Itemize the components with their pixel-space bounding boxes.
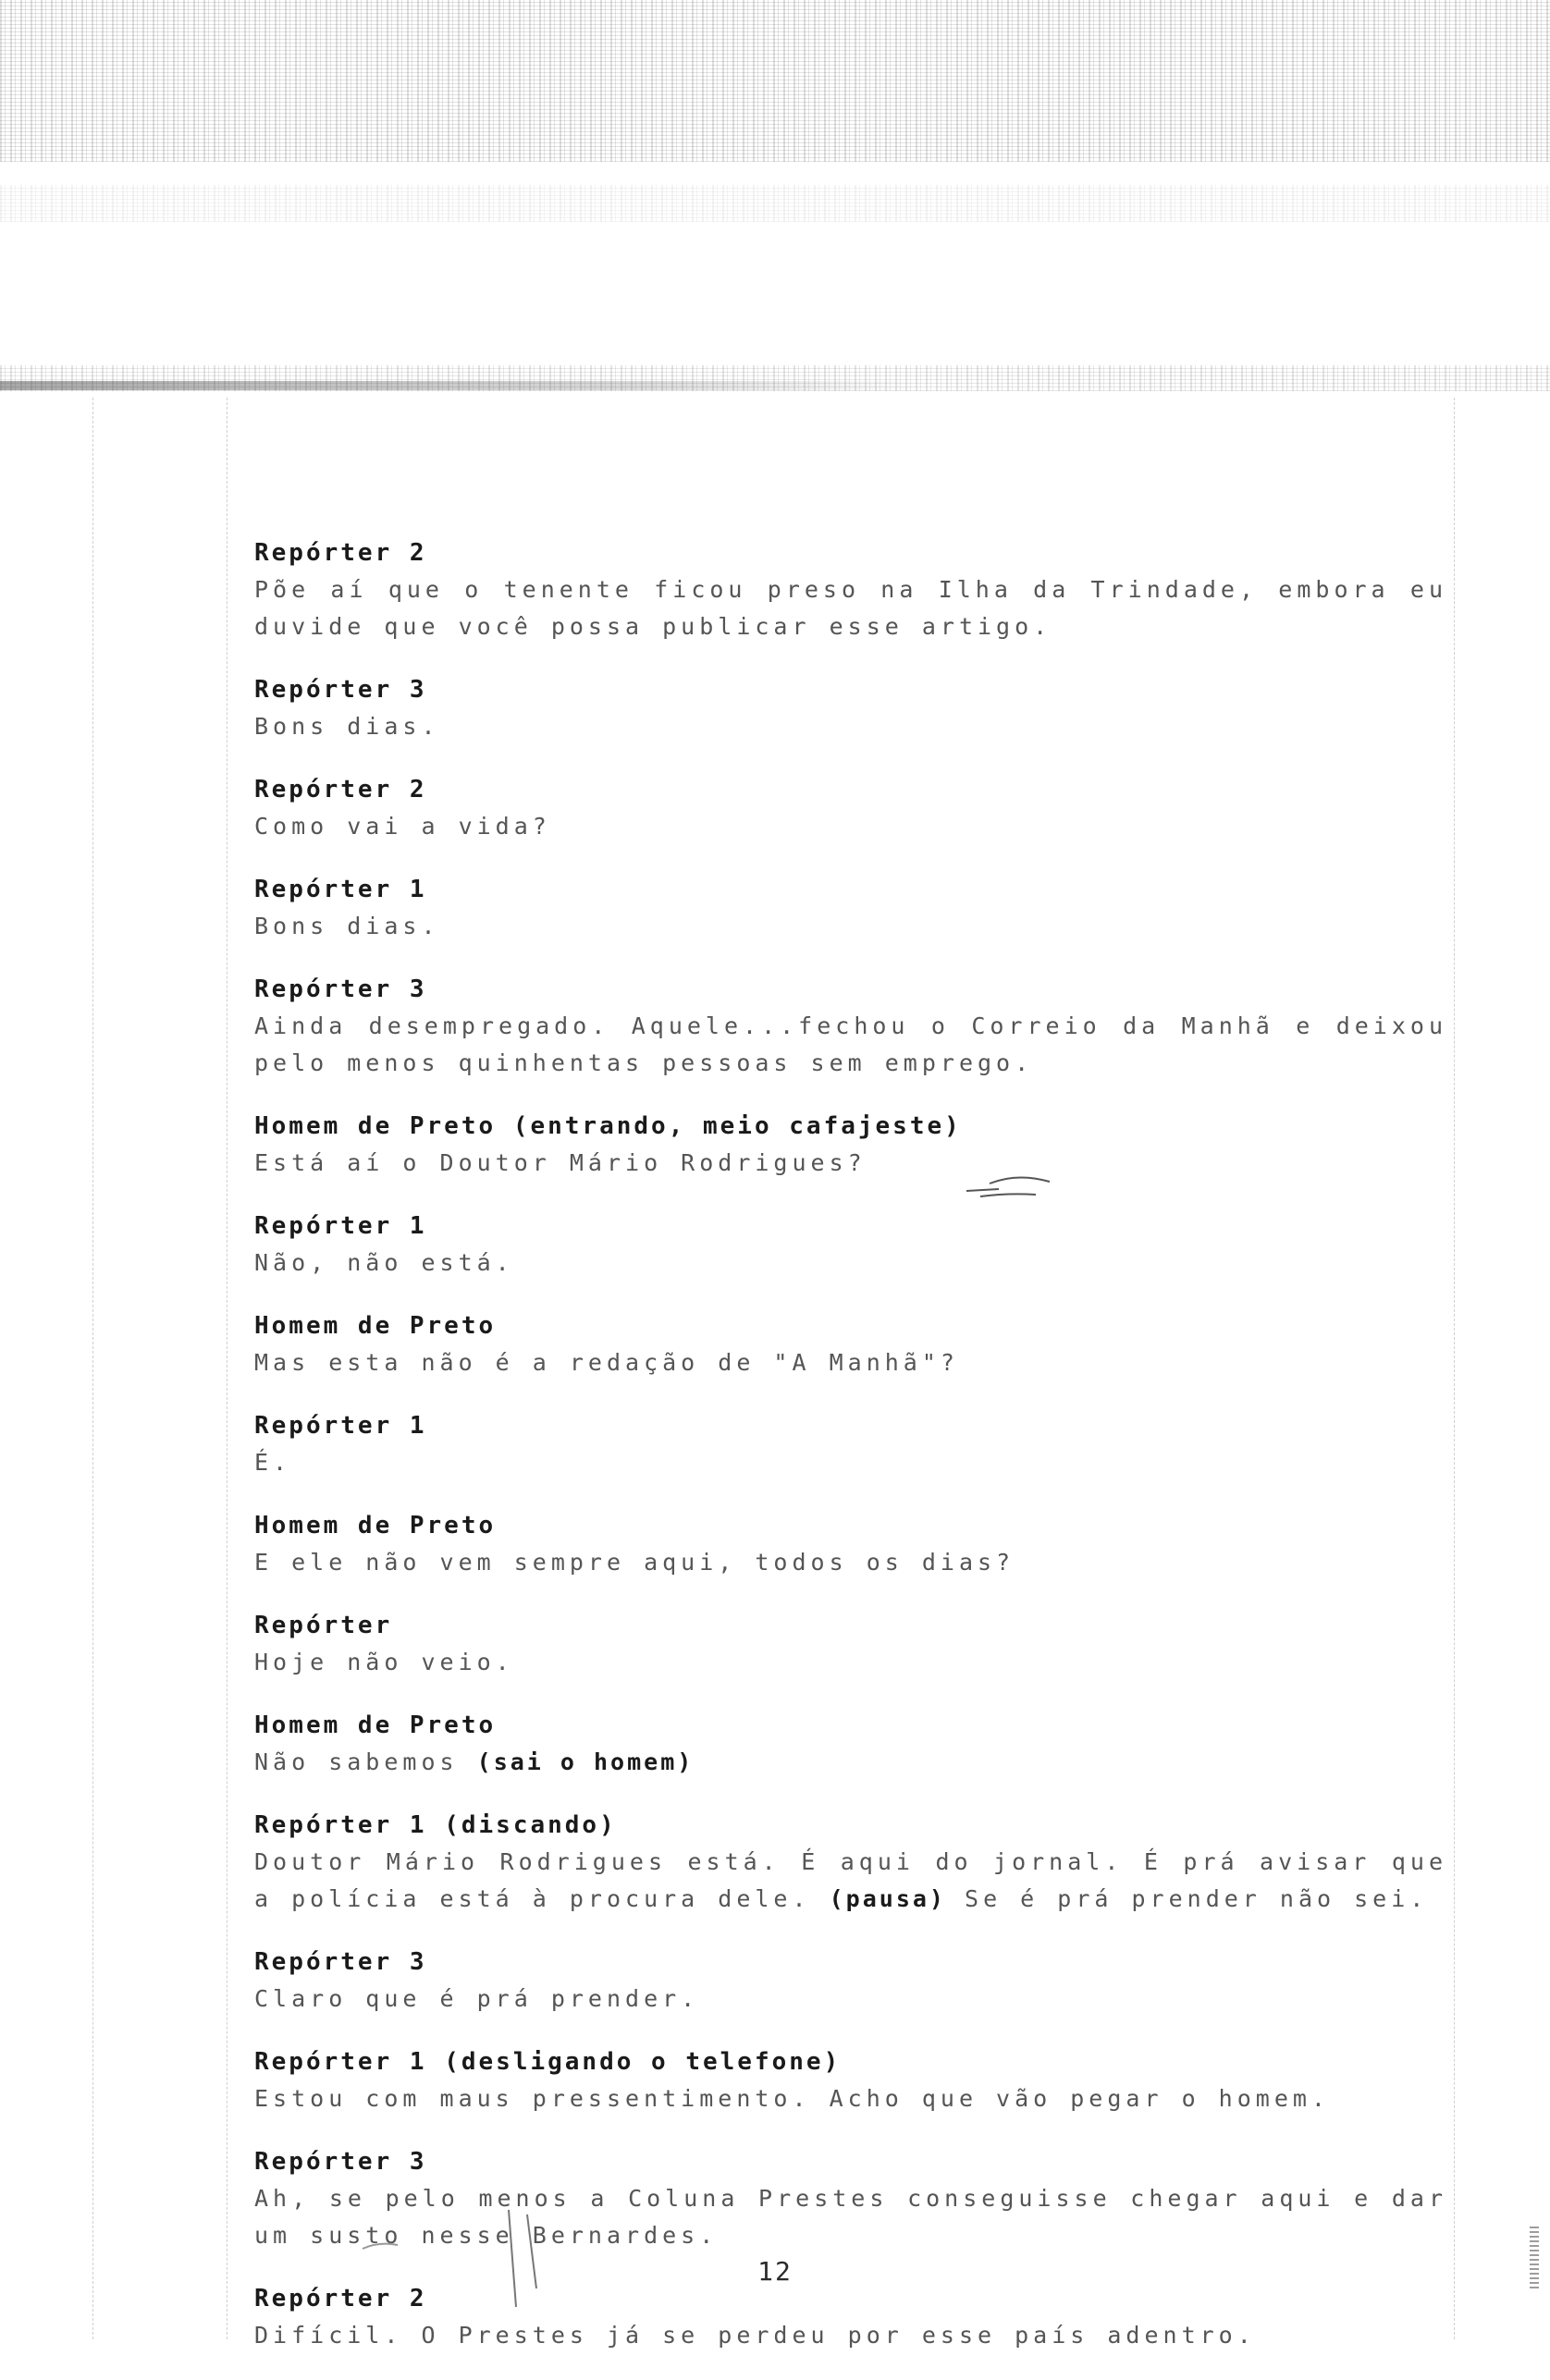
spoken-line: E ele não vem sempre aqui, todos os dias? — [254, 1549, 1015, 1576]
dialogue-entry — [254, 534, 1447, 645]
speaker-name: Homem de Preto — [254, 1711, 497, 1739]
speaker-name: Repórter 1 — [254, 1412, 427, 1440]
scan-noise-middle — [0, 185, 1550, 222]
spoken-line: Põe aí que o tenente ficou preso na Ilha da Trindade, embora eu duvide que você possa publicar esse artigo. — [254, 576, 1447, 640]
dialogue-entry — [254, 2043, 1447, 2117]
speaker-heading — [254, 1108, 1447, 1145]
speaker-name: Repórter 2 — [254, 776, 427, 804]
spoken-line: Como vai a vida? — [254, 813, 551, 840]
dialogue-entry — [254, 1108, 1447, 1182]
dialogue-entry — [254, 1707, 1447, 1781]
spoken-line: Mas esta não é a redação de "A Manhã"? — [254, 1349, 959, 1376]
dialogue-entry — [254, 1944, 1447, 2018]
speaker-name: Repórter 2 — [254, 2285, 427, 2313]
spoken-line: Claro que é prá prender. — [254, 1985, 700, 2012]
speaker-name: Repórter 1 — [254, 1212, 427, 1240]
spoken-line: É. — [254, 1449, 292, 1476]
dialogue-entry — [254, 1807, 1447, 1918]
spoken-line: Ah, se pelo menos a Coluna Prestes conseguisse chegar aqui e dar um susto nesse Bernardes. — [254, 2185, 1447, 2249]
speaker-name: Repórter 1 — [254, 2048, 427, 2076]
spoken-line: Difícil. O Prestes já se perdeu por esse país adentro. — [254, 2322, 1256, 2349]
stage-direction: (entrando, meio cafajeste) — [512, 1112, 962, 1140]
speaker-name: Homem de Preto — [254, 1312, 497, 1340]
spoken-line: Bons dias. — [254, 913, 440, 939]
page-number: 12 — [757, 2256, 793, 2287]
spoken-line — [254, 1744, 1447, 1781]
speaker-heading — [254, 1807, 1447, 1844]
speaker-name: Homem de Preto — [254, 1112, 497, 1140]
stage-direction: (desligando o telefone) — [444, 2048, 842, 2076]
speaker-heading — [254, 2043, 1447, 2080]
speaker-name: Repórter 3 — [254, 676, 427, 704]
speaker-name: Repórter 2 — [254, 539, 427, 567]
pen-mark — [361, 2238, 407, 2256]
stage-direction: (discando) — [444, 1811, 617, 1839]
spoken-text: Doutor Mário Rodrigues está. É aqui do jornal. É prá avisar que a polícia está à procura dele. — [254, 1848, 1447, 1912]
dialogue-entry — [254, 971, 1447, 1082]
dialogue-entry — [254, 2143, 1447, 2254]
dialogue-entry — [254, 1208, 1447, 1282]
dialogue-entry — [254, 1507, 1447, 1581]
scan-margin-line — [1454, 398, 1455, 2339]
dialogue-entry — [254, 1307, 1447, 1381]
speaker-name: Repórter 1 — [254, 1811, 427, 1839]
spoken-text: Se é prá prender não sei. — [965, 1885, 1429, 1912]
spoken-line: Ainda desempregado. Aquele...fechou o Correio da Manhã e deixou pelo menos quinhentas pessoas sem emprego. — [254, 1012, 1447, 1076]
spoken-text: Não sabemos — [254, 1748, 459, 1775]
spoken-line: Hoje não veio. — [254, 1649, 514, 1675]
speaker-name: Repórter 3 — [254, 975, 427, 1003]
scan-dark-rule — [0, 381, 925, 390]
dialogue-entry — [254, 2280, 1447, 2354]
script-dialogue — [254, 534, 1447, 2380]
speaker-name: Repórter — [254, 1612, 393, 1639]
spoken-line: Não, não está. — [254, 1249, 514, 1276]
pen-mark — [962, 1165, 1064, 1202]
speaker-name: Repórter 1 — [254, 876, 427, 903]
scan-margin-line — [227, 398, 228, 2339]
scan-noise-top — [0, 0, 1550, 162]
dialogue-entry — [254, 1407, 1447, 1481]
spoken-line: Estou com maus pressentimento. Acho que vão pegar o homem. — [254, 2085, 1330, 2112]
dialogue-entry — [254, 871, 1447, 945]
spoken-line: Bons dias. — [254, 713, 440, 740]
speaker-name: Repórter 3 — [254, 1948, 427, 1976]
speaker-name: Repórter 3 — [254, 2148, 427, 2176]
dialogue-entry — [254, 1607, 1447, 1681]
spoken-line — [254, 1844, 1447, 1918]
spoken-line: Está aí o Doutor Mário Rodrigues? — [254, 1149, 867, 1176]
scan-margin-line — [92, 398, 93, 2339]
stage-direction: (pausa) — [829, 1885, 946, 1912]
stage-direction: (sai o homem) — [476, 1748, 695, 1775]
dialogue-entry — [254, 771, 1447, 845]
dialogue-entry — [254, 671, 1447, 745]
speaker-name: Homem de Preto — [254, 1512, 497, 1540]
